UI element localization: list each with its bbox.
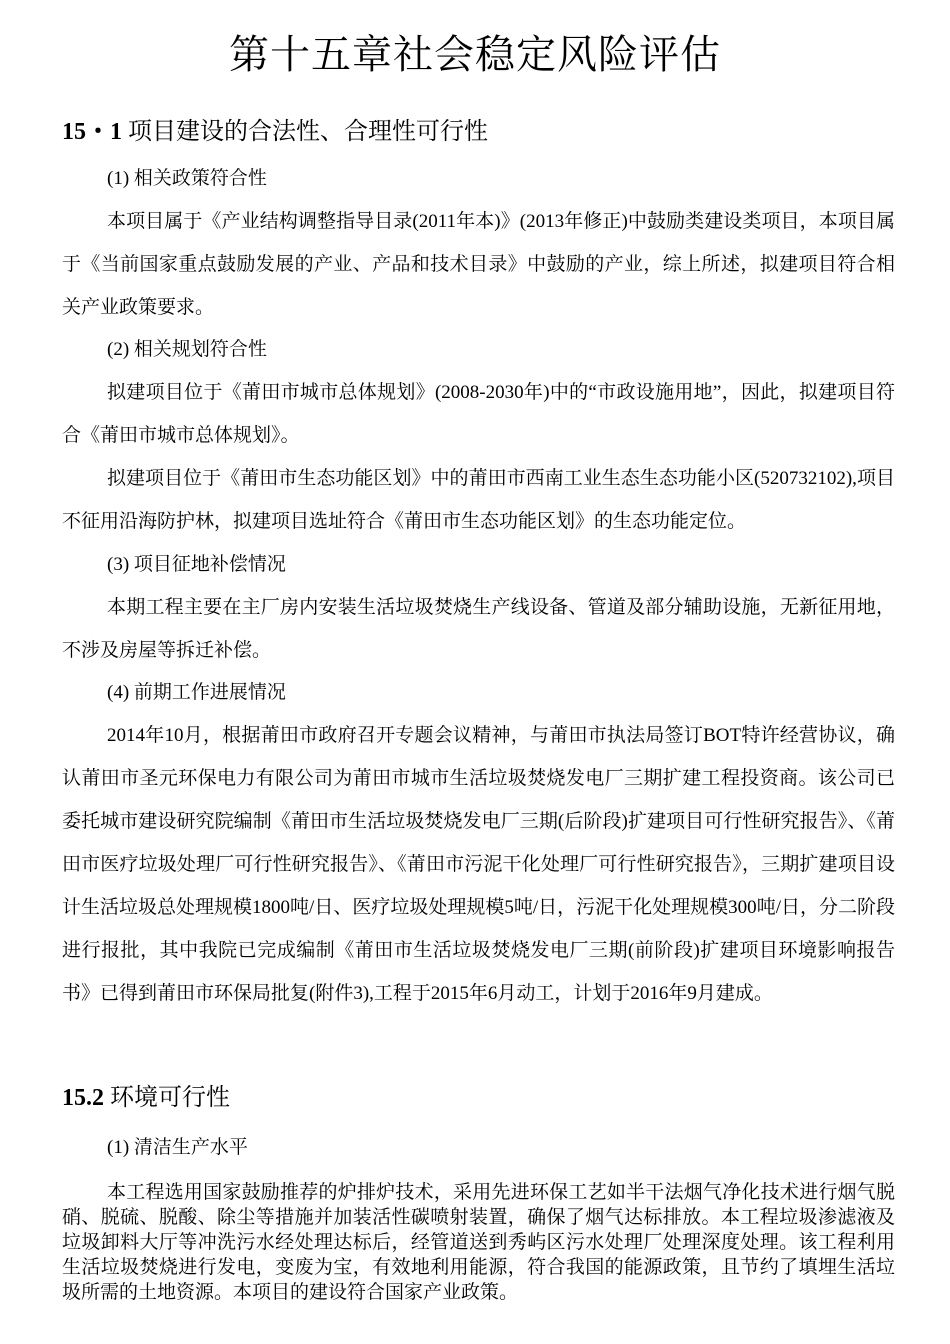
paragraph: 本期工程主要在主厂房内安装生活垃圾焚烧生产线设备、管道及部分辅助设施，无新征用地，不涉及房屋等拆迁补偿。 xyxy=(62,597,895,661)
paragraph: 2014年10月，根据莆田市政府召开专题会议精神，与莆田市执法局签订BOT特许经营协议，确认莆田市圣元环保电力有限公司为莆田市城市生活垃圾焚烧发电厂三期扩建工程投资商。该公司已委托城市建设研究院编制《莆田市生活垃圾焚烧发电厂三期(后阶段)扩建项目可行性研究报告》、《莆田市医疗垃圾处理厂可行性研究报告》、《莆田市污泥干化处理厂可行性研究报告》，三期扩建项目设计生活垃圾总处理规模1800吨/日、医疗垃圾处理规模5吨/日，污泥干化处理规模300吨/日，分二阶段进行报批，其中我院已完成编制《莆田市生活垃圾焚烧发电厂三期(前阶段)扩建项目环境影响报告书》已得到莆田市环保局批复(附件3),工程于2015年6月动工，计划于2016年9月建成。 xyxy=(62,725,895,1004)
subheading-progress: (4) 前期工作进展情况 xyxy=(107,682,286,703)
paragraph: 本工程选用国家鼓励推荐的炉排炉技术，采用先进环保工艺如半干法烟气净化技术进行烟气脱硝、脱硫、脱酸、除尘等措施并加装活性碳喷射装置，确保了烟气达标排放。本工程垃圾渗滤液及垃圾卸料大厅等冲洗污水经处理达标后，经管道送到秀屿区污水处理厂处理深度处理。该工程利用生活垃圾焚烧进行发电，变废为宝，有效地利用能源，符合我国的能源政策，且节约了填埋生活垃圾所需的土地资源。本项目的建设符合国家产业政策。 xyxy=(62,1182,895,1303)
section-title: 环境可行性 xyxy=(110,1085,230,1111)
subheading-planning: (2) 相关规划符合性 xyxy=(107,339,267,360)
paragraph: 拟建项目位于《莆田市城市总体规划》(2008-2030年)中的“市政设施用地”，因此，拟建项目符合《莆田市城市总体规划》。 xyxy=(62,382,895,446)
section-number: 15.2 xyxy=(62,1085,104,1111)
subheading-clean-production: (1) 清洁生产水平 xyxy=(107,1137,248,1158)
subheading-land: (3) 项目征地补偿情况 xyxy=(107,554,286,575)
paragraph: 拟建项目位于《莆田市生态功能区划》中的莆田市西南工业生态生态功能小区(520732102),项目不征用沿海防护林，拟建项目选址符合《莆田市生态功能区划》的生态功能定位。 xyxy=(62,468,895,532)
section-heading-15-1 xyxy=(62,116,488,148)
section-heading-15-2 xyxy=(62,1082,230,1114)
section-number: 15・1 xyxy=(62,119,122,145)
subheading-policy: (1) 相关政策符合性 xyxy=(107,168,267,189)
paragraph: 本项目属于《产业结构调整指导目录(2011年本)》(2013年修正)中鼓励类建设类项目，本项目属于《当前国家重点鼓励发展的产业、产品和技术目录》中鼓励的产业，综上所述，拟建项目符合相关产业政策要求。 xyxy=(62,211,895,318)
section-title: 项目建设的合法性、合理性可行性 xyxy=(128,119,488,145)
chapter-title: 第十五章社会稳定风险评估 xyxy=(229,32,721,77)
